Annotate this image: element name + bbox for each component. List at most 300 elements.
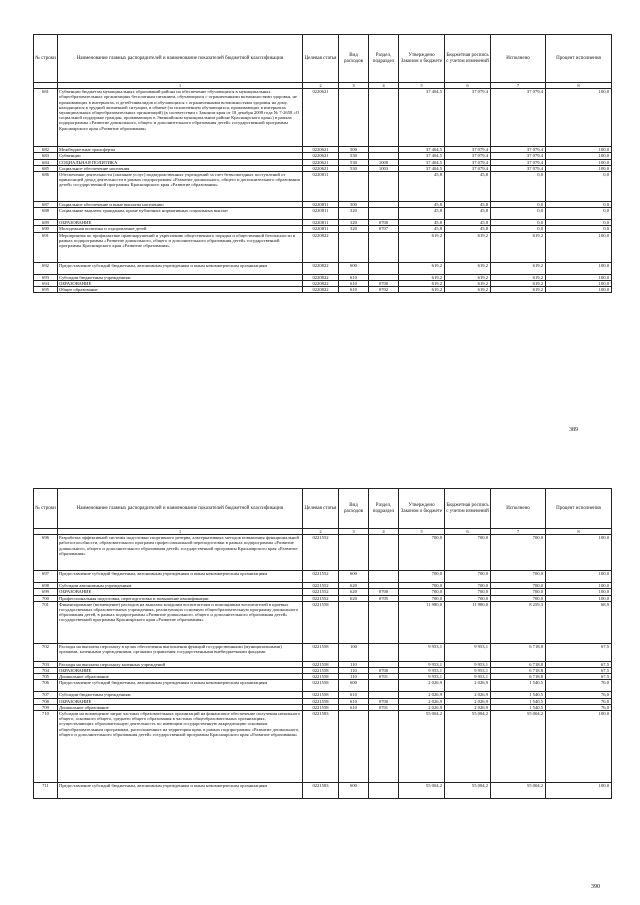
row-expense-kind: [339, 601, 369, 643]
header-section: Раздел, подраздел: [369, 489, 399, 529]
row-percent: 100,0: [546, 571, 612, 583]
budget-table-page-389: [33, 34, 612, 293]
row-target-article: 0221558: [303, 704, 339, 710]
row-name: Предоставление субсидий бюджетным, автономным учреждениям и иным некоммерческим организациям: [58, 262, 303, 274]
row-approved: 37 404,5: [399, 147, 445, 153]
row-expense-kind: 610: [339, 704, 369, 710]
header-kind: Вид расходов: [339, 35, 369, 83]
row-expense-kind: [339, 172, 369, 202]
row-section: [369, 89, 399, 147]
row-budget-list: 45,8: [445, 202, 491, 208]
table-row: [34, 680, 612, 692]
column-number: 1: [58, 529, 303, 535]
row-approved: 45,8: [399, 172, 445, 202]
row-section: [369, 643, 399, 661]
table-row: [34, 232, 612, 262]
row-number: 694: [34, 280, 58, 286]
row-budget-list: 619,2: [445, 232, 491, 262]
row-approved: 619,2: [399, 274, 445, 280]
row-approved: 700,0: [399, 571, 445, 583]
row-section: [369, 711, 399, 783]
row-section: 0702: [369, 287, 399, 293]
column-number: 6: [445, 83, 491, 89]
row-percent: 0,0: [546, 226, 612, 232]
table-row: [34, 262, 612, 274]
row-budget-list: 37 079,4: [445, 159, 491, 165]
column-number: 3: [339, 529, 369, 535]
row-approved: 45,8: [399, 226, 445, 232]
row-section: 0701: [369, 674, 399, 680]
row-approved: 619,2: [399, 232, 445, 262]
row-name: ОБРАЗОВАНИЕ: [58, 668, 303, 674]
row-section: [369, 262, 399, 274]
row-name: Субсидии бюджетным учреждениям: [58, 692, 303, 698]
column-number: 7: [491, 529, 546, 535]
row-number: 703: [34, 661, 58, 667]
row-percent: 67,5: [546, 668, 612, 674]
row-expense-kind: 300: [339, 202, 369, 208]
column-number: 4: [369, 83, 399, 89]
row-name: ОБРАЗОВАНИЕ: [58, 280, 303, 286]
row-budget-list: 9 953,1: [445, 661, 491, 667]
row-percent: 100,0: [546, 262, 612, 274]
row-target-article: 0221552: [303, 571, 339, 583]
row-percent: 100,0: [546, 89, 612, 147]
row-percent: 100,0: [546, 274, 612, 280]
row-budget-list: 2 026,9: [445, 680, 491, 692]
row-section: 1003: [369, 165, 399, 171]
row-executed: 1 540,5: [491, 680, 546, 692]
row-target-article: 0221552: [303, 535, 339, 571]
row-budget-list: 9 953,1: [445, 643, 491, 661]
row-budget-list: 9 953,1: [445, 674, 491, 680]
row-expense-kind: 620: [339, 595, 369, 601]
row-budget-list: 2 026,9: [445, 704, 491, 710]
row-target-article: 0220822: [303, 274, 339, 280]
header-done: Исполнено: [491, 35, 546, 83]
row-target-article: 0220621: [303, 153, 339, 159]
row-executed: 0,0: [491, 202, 546, 208]
row-approved: 37 404,5: [399, 165, 445, 171]
row-budget-list: 2 026,9: [445, 698, 491, 704]
table-row: [34, 89, 612, 147]
row-name: Межбюджетные трансферты: [58, 147, 303, 153]
row-number: 684: [34, 159, 58, 165]
row-percent: 100,0: [546, 711, 612, 783]
column-number: 5: [399, 529, 445, 535]
row-number: 681: [34, 89, 58, 147]
row-approved: 55 004,2: [399, 783, 445, 799]
row-approved: 9 953,1: [399, 668, 445, 674]
row-executed: 619,2: [491, 280, 546, 286]
row-name: ОБРАЗОВАНИЕ: [58, 220, 303, 226]
page-number: 390: [591, 884, 600, 890]
row-number: 689: [34, 220, 58, 226]
table-row: [34, 711, 612, 783]
row-executed: 700,0: [491, 589, 546, 595]
row-executed: 55 004,2: [491, 783, 546, 799]
row-executed: 37 079,4: [491, 89, 546, 147]
row-number: 692: [34, 262, 58, 274]
row-target-article: 0221558: [303, 668, 339, 674]
header-approved: Утверждено Законом о бюджете: [399, 35, 445, 83]
row-approved: 45,8: [399, 208, 445, 220]
row-budget-list: 9 953,1: [445, 668, 491, 674]
row-target-article: 0221558: [303, 680, 339, 692]
row-target-article: 0220822: [303, 262, 339, 274]
row-percent: 100,0: [546, 153, 612, 159]
row-target-article: 0220811: [303, 172, 339, 202]
table-row: [34, 571, 612, 583]
table-row: [34, 783, 612, 799]
row-expense-kind: 600: [339, 571, 369, 583]
row-number: 688: [34, 208, 58, 220]
table-row: [34, 172, 612, 202]
row-number: 682: [34, 147, 58, 153]
row-number: 711: [34, 783, 58, 799]
row-name: Социальное обеспечение населения: [58, 165, 303, 171]
table-row: [34, 208, 612, 220]
row-budget-list: 37 079,4: [445, 89, 491, 147]
row-expense-kind: 610: [339, 280, 369, 286]
row-expense-kind: 320: [339, 220, 369, 226]
row-percent: 100,0: [546, 280, 612, 286]
row-target-article: 0221558: [303, 692, 339, 698]
row-section: 1000: [369, 159, 399, 165]
row-budget-list: 619,2: [445, 274, 491, 280]
row-budget-list: 37 079,4: [445, 165, 491, 171]
row-target-article: 0221552: [303, 589, 339, 595]
row-expense-kind: 620: [339, 589, 369, 595]
row-executed: 37 079,4: [491, 159, 546, 165]
row-number: 702: [34, 643, 58, 661]
column-number: 3: [339, 83, 369, 89]
row-percent: 100,0: [546, 232, 612, 262]
row-percent: 68,9: [546, 601, 612, 643]
row-section: 0700: [369, 220, 399, 226]
row-number: 701: [34, 601, 58, 643]
row-budget-list: 700,0: [445, 589, 491, 595]
row-name: Профессиональная подготовка, переподготовка и повышение квалификации: [58, 595, 303, 601]
row-budget-list: 700,0: [445, 535, 491, 571]
table-row: [34, 643, 612, 661]
row-budget-list: 45,8: [445, 208, 491, 220]
row-expense-kind: 600: [339, 680, 369, 692]
row-target-article: 0221558: [303, 601, 339, 643]
row-executed: 6 718,8: [491, 661, 546, 667]
row-percent: 0,0: [546, 208, 612, 220]
row-expense-kind: 620: [339, 583, 369, 589]
row-approved: 55 004,2: [399, 711, 445, 783]
row-section: [369, 172, 399, 202]
row-expense-kind: 610: [339, 692, 369, 698]
row-target-article: 0221583: [303, 711, 339, 783]
row-executed: 8 259,3: [491, 601, 546, 643]
row-budget-list: 55 004,2: [445, 711, 491, 783]
row-expense-kind: 530: [339, 165, 369, 171]
row-executed: 700,0: [491, 595, 546, 601]
row-expense-kind: 110: [339, 674, 369, 680]
row-expense-kind: 110: [339, 661, 369, 667]
column-number: 6: [445, 529, 491, 535]
row-number: 693: [34, 274, 58, 280]
row-target-article: 0220811: [303, 202, 339, 208]
row-budget-list: 619,2: [445, 280, 491, 286]
header-done: Исполнено: [491, 489, 546, 529]
column-number: 8: [546, 529, 612, 535]
row-name: СОЦИАЛЬНАЯ ПОЛИТИКА: [58, 159, 303, 165]
row-percent: 67,5: [546, 674, 612, 680]
row-section: 0700: [369, 280, 399, 286]
row-name: ОБРАЗОВАНИЕ: [58, 589, 303, 595]
row-percent: 76,0: [546, 692, 612, 698]
row-expense-kind: [339, 711, 369, 783]
row-number: 700: [34, 595, 58, 601]
row-section: [369, 601, 399, 643]
row-executed: 6 718,8: [491, 668, 546, 674]
column-number: 8: [546, 83, 612, 89]
row-percent: 100,0: [546, 589, 612, 595]
row-section: [369, 571, 399, 583]
row-expense-kind: 500: [339, 147, 369, 153]
row-executed: 619,2: [491, 232, 546, 262]
table-row: [34, 535, 612, 571]
row-percent: 0,0: [546, 172, 612, 202]
header-budget: Бюджетная роспись с учетом изменений: [445, 489, 491, 529]
header-approved: Утверждено Законом о бюджете: [399, 489, 445, 529]
row-target-article: 0220822: [303, 280, 339, 286]
row-number: 698: [34, 583, 58, 589]
row-number: 706: [34, 680, 58, 692]
row-name: Предоставление субсидий бюджетным, автономным учреждениям и иным некоммерческим организациям: [58, 680, 303, 692]
row-approved: 2 026,9: [399, 704, 445, 710]
row-name: Расходы на выплаты персоналу казенных учреждений: [58, 661, 303, 667]
column-number: 2: [303, 529, 339, 535]
row-number: 685: [34, 165, 58, 171]
row-section: 0700: [369, 589, 399, 595]
table-row: [34, 287, 612, 293]
row-name: Обеспечение деятельности (оказание услуг) подведомственных учреждений за счет безвозмездных поступлений от приносящей доход деятельности в рамках подпрограммы «Развитие дошкольного, общего и дополнительного образования детей» государственной программы Красноярского края «Развитие образования»: [58, 172, 303, 202]
row-section: 0700: [369, 698, 399, 704]
row-percent: 0,0: [546, 202, 612, 208]
column-number: 7: [491, 83, 546, 89]
row-approved: 619,2: [399, 287, 445, 293]
row-number: 704: [34, 668, 58, 674]
row-executed: 700,0: [491, 535, 546, 571]
row-target-article: 0221558: [303, 643, 339, 661]
row-target-article: 0221558: [303, 661, 339, 667]
row-executed: 37 079,4: [491, 147, 546, 153]
row-name: ОБРАЗОВАНИЕ: [58, 698, 303, 704]
row-executed: 0,0: [491, 220, 546, 226]
row-executed: 619,2: [491, 287, 546, 293]
row-percent: 76,0: [546, 680, 612, 692]
row-approved: 37 404,5: [399, 153, 445, 159]
row-executed: 619,2: [491, 274, 546, 280]
row-number: 696: [34, 535, 58, 571]
row-executed: 0,0: [491, 226, 546, 232]
row-approved: 619,2: [399, 280, 445, 286]
row-expense-kind: [339, 89, 369, 147]
row-name: Общее образование: [58, 287, 303, 293]
column-number: 2: [303, 83, 339, 89]
row-percent: 100,0: [546, 165, 612, 171]
row-name: Мероприятия по профилактике правонарушений и укреплению общественного порядка и общественной безопасности в рамках подпрограммы «Развитие дошкольного, общего и дополнительного образования детей» государственной программы Красноярского края «Развитие образования»: [58, 232, 303, 262]
header-budget: Бюджетная роспись с учетом изменений: [445, 35, 491, 83]
row-executed: 619,2: [491, 262, 546, 274]
row-executed: 6 718,8: [491, 643, 546, 661]
row-approved: 2 026,9: [399, 698, 445, 704]
row-approved: 9 953,1: [399, 661, 445, 667]
header-num: № строки: [34, 489, 58, 529]
row-target-article: 0221558: [303, 674, 339, 680]
row-number: 709: [34, 704, 58, 710]
row-name: Социальное обеспечение и иные выплаты населению: [58, 202, 303, 208]
row-approved: 9 953,1: [399, 674, 445, 680]
row-number: 686: [34, 172, 58, 202]
row-executed: 1 540,5: [491, 698, 546, 704]
row-name: Дошкольное образование: [58, 674, 303, 680]
row-section: [369, 680, 399, 692]
row-approved: 2 026,9: [399, 692, 445, 698]
row-executed: 0,0: [491, 172, 546, 202]
row-number: 707: [34, 692, 58, 698]
row-section: [369, 535, 399, 571]
row-target-article: 0220621: [303, 89, 339, 147]
row-section: [369, 783, 399, 799]
row-expense-kind: 110: [339, 668, 369, 674]
row-expense-kind: 530: [339, 159, 369, 165]
row-target-article: 0220822: [303, 232, 339, 262]
header-name: Наименование главных распорядителей и наименование показателей бюджетной классификации: [58, 35, 303, 83]
row-budget-list: 37 079,4: [445, 147, 491, 153]
row-budget-list: 2 026,9: [445, 692, 491, 698]
row-section: 0707: [369, 226, 399, 232]
row-percent: 100,0: [546, 583, 612, 589]
row-expense-kind: 610: [339, 274, 369, 280]
row-budget-list: 45,8: [445, 172, 491, 202]
row-budget-list: 45,8: [445, 226, 491, 232]
table-row: [34, 601, 612, 643]
row-expense-kind: 530: [339, 153, 369, 159]
row-budget-list: 619,2: [445, 262, 491, 274]
header-target: Целевая статья: [303, 489, 339, 529]
row-budget-list: 700,0: [445, 571, 491, 583]
header-name: Наименование главных распорядителей и наименование показателей бюджетной классификации: [58, 489, 303, 529]
row-target-article: 0220822: [303, 287, 339, 293]
row-executed: 37 079,4: [491, 153, 546, 159]
row-name: Предоставление субсидий бюджетным, автономным учреждениям и иным некоммерческим организациям: [58, 571, 303, 583]
row-approved: 700,0: [399, 595, 445, 601]
row-approved: 700,0: [399, 583, 445, 589]
row-executed: 0,0: [491, 208, 546, 220]
column-number: 1: [58, 83, 303, 89]
header-num: № строки: [34, 35, 58, 83]
row-target-article: 0221558: [303, 698, 339, 704]
row-budget-list: 45,8: [445, 220, 491, 226]
row-number: 699: [34, 589, 58, 595]
row-name: Субсидии бюджетным учреждениям: [58, 274, 303, 280]
row-expense-kind: 600: [339, 783, 369, 799]
row-executed: 700,0: [491, 583, 546, 589]
row-budget-list: 700,0: [445, 595, 491, 601]
page-number: 389: [569, 427, 578, 433]
row-section: [369, 208, 399, 220]
row-expense-kind: [339, 232, 369, 262]
row-expense-kind: 100: [339, 643, 369, 661]
row-expense-kind: 610: [339, 287, 369, 293]
row-approved: 700,0: [399, 589, 445, 595]
row-name: Субсидии автономным учреждениям: [58, 583, 303, 589]
row-approved: 619,2: [399, 262, 445, 274]
header-percent: Процент исполнения: [546, 489, 612, 529]
row-target-article: 0221552: [303, 583, 339, 589]
row-number: 710: [34, 711, 58, 783]
row-percent: 0,0: [546, 220, 612, 226]
row-number: 690: [34, 226, 58, 232]
row-number: 708: [34, 698, 58, 704]
row-number: 705: [34, 674, 58, 680]
row-executed: 1 540,5: [491, 692, 546, 698]
row-approved: 37 404,5: [399, 159, 445, 165]
row-name: Молодежная политика и оздоровление детей: [58, 226, 303, 232]
row-approved: 9 953,1: [399, 643, 445, 661]
row-target-article: 0221583: [303, 783, 339, 799]
row-percent: 100,0: [546, 159, 612, 165]
header-percent: Процент исполнения: [546, 35, 612, 83]
column-number: 4: [369, 529, 399, 535]
row-executed: 55 004,2: [491, 711, 546, 783]
row-approved: 37 404,5: [399, 89, 445, 147]
row-number: 697: [34, 571, 58, 583]
budget-table-page-390: [33, 488, 612, 799]
header-kind: Вид расходов: [339, 489, 369, 529]
row-name: Расходы на выплаты персоналу в целях обеспечения выполнения функций государственными (муниципальными) органами, казенными учреждениями, органами управления государственными внебюджетными фондами: [58, 643, 303, 661]
row-target-article: 0221552: [303, 595, 339, 601]
row-percent: 100,0: [546, 535, 612, 571]
row-name: Субвенции бюджетам муниципальных образований района на обеспечение обучающихся в муниципальных общеобразовательных организациях бесплатным питанием, обучающихся с ограниченными возможностями здоровья, не проживающих в интернатах, и детей-инвалидов и обучающихся с ограниченными возможностями здоровья на дому, находящихся в трудной жизненной ситуации, в обмене (за исключением обучающихся, проживающих в интернатах муниципальных общеобразовательных организаций) (в соответствии с Законом края от 18 декабря 2008 года № 7-2658 «О социальной поддержке граждан, проживающих в Эвенкийском муниципальном районе Красноярского края») в рамках подпрограммы «Развитие дошкольного, общего и дополнительного образования детей» государственной программы Красноярского края «Развитие образования»: [58, 89, 303, 147]
row-name: Дошкольное образование: [58, 704, 303, 710]
row-target-article: 0220811: [303, 208, 339, 220]
row-section: 0700: [369, 668, 399, 674]
row-name: Социальные выплаты гражданам, кроме публичных нормативных социальных выплат: [58, 208, 303, 220]
row-name: Субсидии на возмещение затрат частных образовательных организаций на финансовое обеспечение получения начального общего, основного общего, среднего общего образования в частных общеобразовательных организациях, осуществляющих образовательную деятельность по имеющим государственную аккредитацию основным общеобразовательным программам, расположенных на территории края, в рамках подпрограммы «Развитие дошкольного, общего и дополнительного образования детей» государственной программы Красноярского края «Развитие образования»: [58, 711, 303, 783]
row-executed: 37 079,4: [491, 165, 546, 171]
row-name: Предоставление субсидий бюджетным, автономным учреждениям и иным некоммерческим организациям: [58, 783, 303, 799]
row-section: 0701: [369, 704, 399, 710]
row-expense-kind: 610: [339, 698, 369, 704]
row-number: 691: [34, 232, 58, 262]
header-target: Целевая статья: [303, 35, 339, 83]
row-name: Субвенции: [58, 153, 303, 159]
row-name: Разработка эффективной системы подготовки спортивного резерва, альтернативных методов повышения функциональной работоспособности, образовательного программ профессиональной переподготовки в рамках подпрограммы «Развитие дошкольного, общего и дополнительного образования детей» государственной программы Красноярского края «Развитие образования»: [58, 535, 303, 571]
row-approved: 11 980,0: [399, 601, 445, 643]
row-budget-list: 11 980,0: [445, 601, 491, 643]
row-approved: 45,8: [399, 202, 445, 208]
row-name: Финансирование (возмещение) расходов на выплаты младшим воспитателям и помощникам воспитателей в краевых государственных образовательных учреждениях, реализующих основную общеобразовательную программу дошкольного образования детей, в рамках подпрограммы «Развитие дошкольного, общего и дополнительного образования детей» государственной программы Красноярского края «Развитие образования»: [58, 601, 303, 643]
column-number: 5: [399, 83, 445, 89]
row-percent: 100,0: [546, 595, 612, 601]
row-budget-list: 619,2: [445, 287, 491, 293]
row-percent: 76,0: [546, 698, 612, 704]
row-percent: 67,5: [546, 661, 612, 667]
row-percent: 76,0: [546, 704, 612, 710]
row-target-article: 0220621: [303, 147, 339, 153]
row-approved: 45,8: [399, 220, 445, 226]
row-percent: 100,0: [546, 783, 612, 799]
row-budget-list: 37 079,4: [445, 153, 491, 159]
row-number: 695: [34, 287, 58, 293]
